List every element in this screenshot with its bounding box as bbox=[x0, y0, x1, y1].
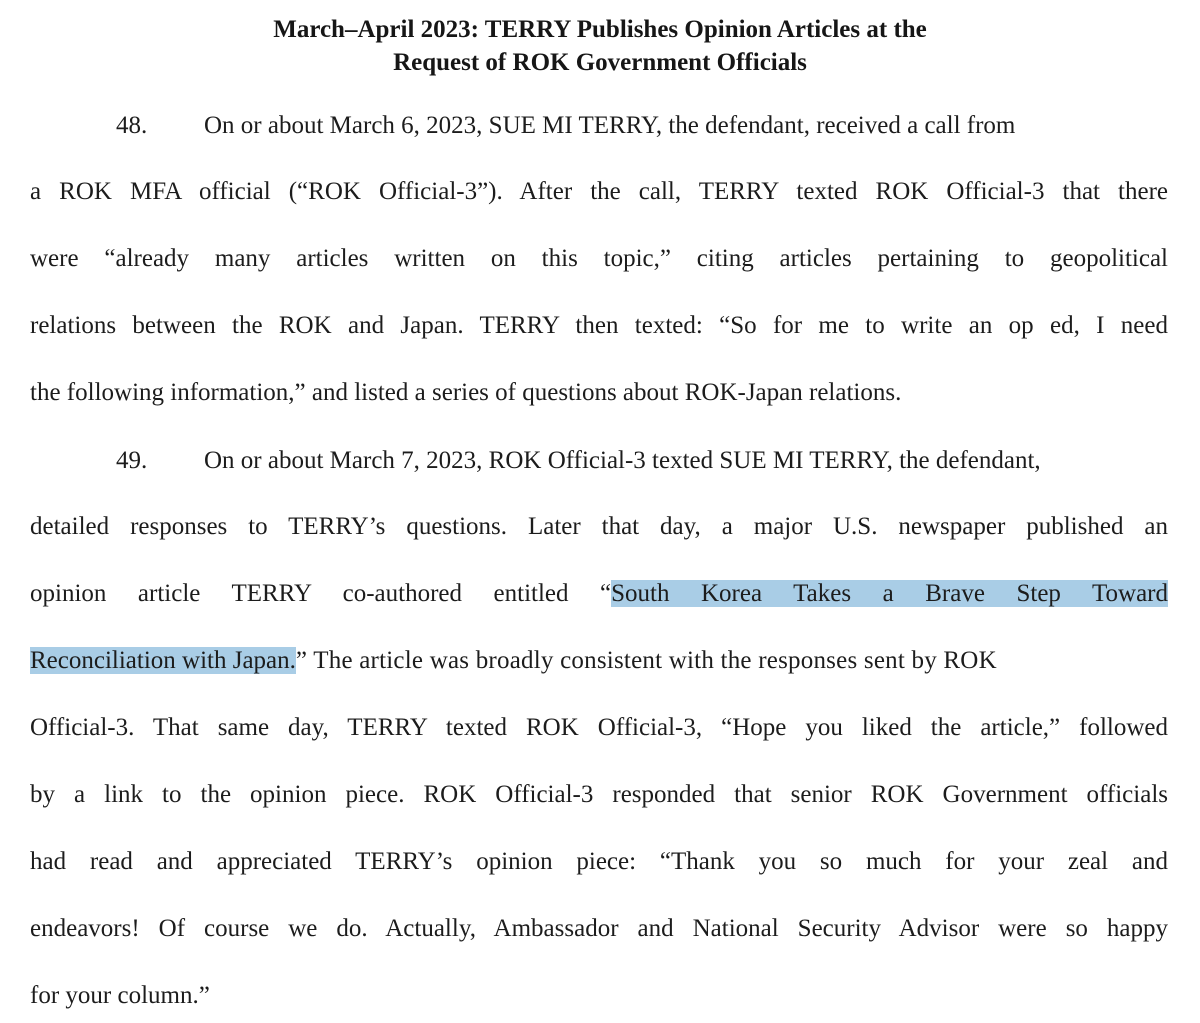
highlighted-article-title-continued[interactable]: Reconciliation with Japan. bbox=[30, 647, 296, 674]
paragraph-line: endeavors! Of course we do. Actually, Ambassador and National Security Advisor were so happy bbox=[30, 915, 1168, 942]
paragraph-first-line bbox=[30, 109, 1015, 143]
paragraph-text: On or about March 7, 2023, ROK Official-3 texted SUE MI TERRY, the defendant, bbox=[204, 447, 1041, 474]
paragraph-line: Official-3. That same day, TERRY texted ROK Official-3, “Hope you liked the article,” followed bbox=[30, 714, 1168, 741]
paragraph-line: by a link to the opinion piece. ROK Official-3 responded that senior ROK Government officials bbox=[30, 781, 1168, 808]
paragraph-line bbox=[30, 577, 1168, 611]
paragraph-line: a ROK MFA official (“ROK Official-3”). After the call, TERRY texted ROK Official-3 that there bbox=[30, 178, 1168, 205]
paragraph-text: ” The article was broadly consistent with the responses sent by ROK bbox=[295, 647, 997, 674]
section-heading-line-1: March–April 2023: TERRY Publishes Opinion Articles at the bbox=[273, 16, 927, 43]
highlighted-article-title[interactable]: South Korea Takes a Brave Step Toward bbox=[611, 580, 1168, 607]
paragraph-first-line bbox=[30, 444, 1041, 478]
section-heading-line-2: Request of ROK Government Officials bbox=[393, 49, 807, 76]
paragraph-line: detailed responses to TERRY’s questions. Later that day, a major U.S. newspaper published an bbox=[30, 513, 1168, 540]
paragraph-number: 48. bbox=[116, 112, 148, 139]
paragraph-line: relations between the ROK and Japan. TERRY then texted: “So for me to write an op ed, I need bbox=[30, 312, 1168, 339]
paragraph-number: 49. bbox=[116, 447, 148, 474]
paragraph-line bbox=[30, 644, 997, 678]
paragraph-last-line: for your column.” bbox=[30, 982, 210, 1009]
paragraph-last-line: the following information,” and listed a series of questions about ROK-Japan relations. bbox=[30, 379, 902, 406]
paragraph-line: had read and appreciated TERRY’s opinion piece: “Thank you so much for your zeal and bbox=[30, 848, 1168, 875]
paragraph-text: opinion article TERRY co-authored entitled “ bbox=[30, 580, 612, 607]
paragraph-line: were “already many articles written on this topic,” citing articles pertaining to geopolitical bbox=[30, 245, 1168, 272]
paragraph-text: On or about March 6, 2023, SUE MI TERRY, the defendant, received a call from bbox=[204, 112, 1016, 139]
